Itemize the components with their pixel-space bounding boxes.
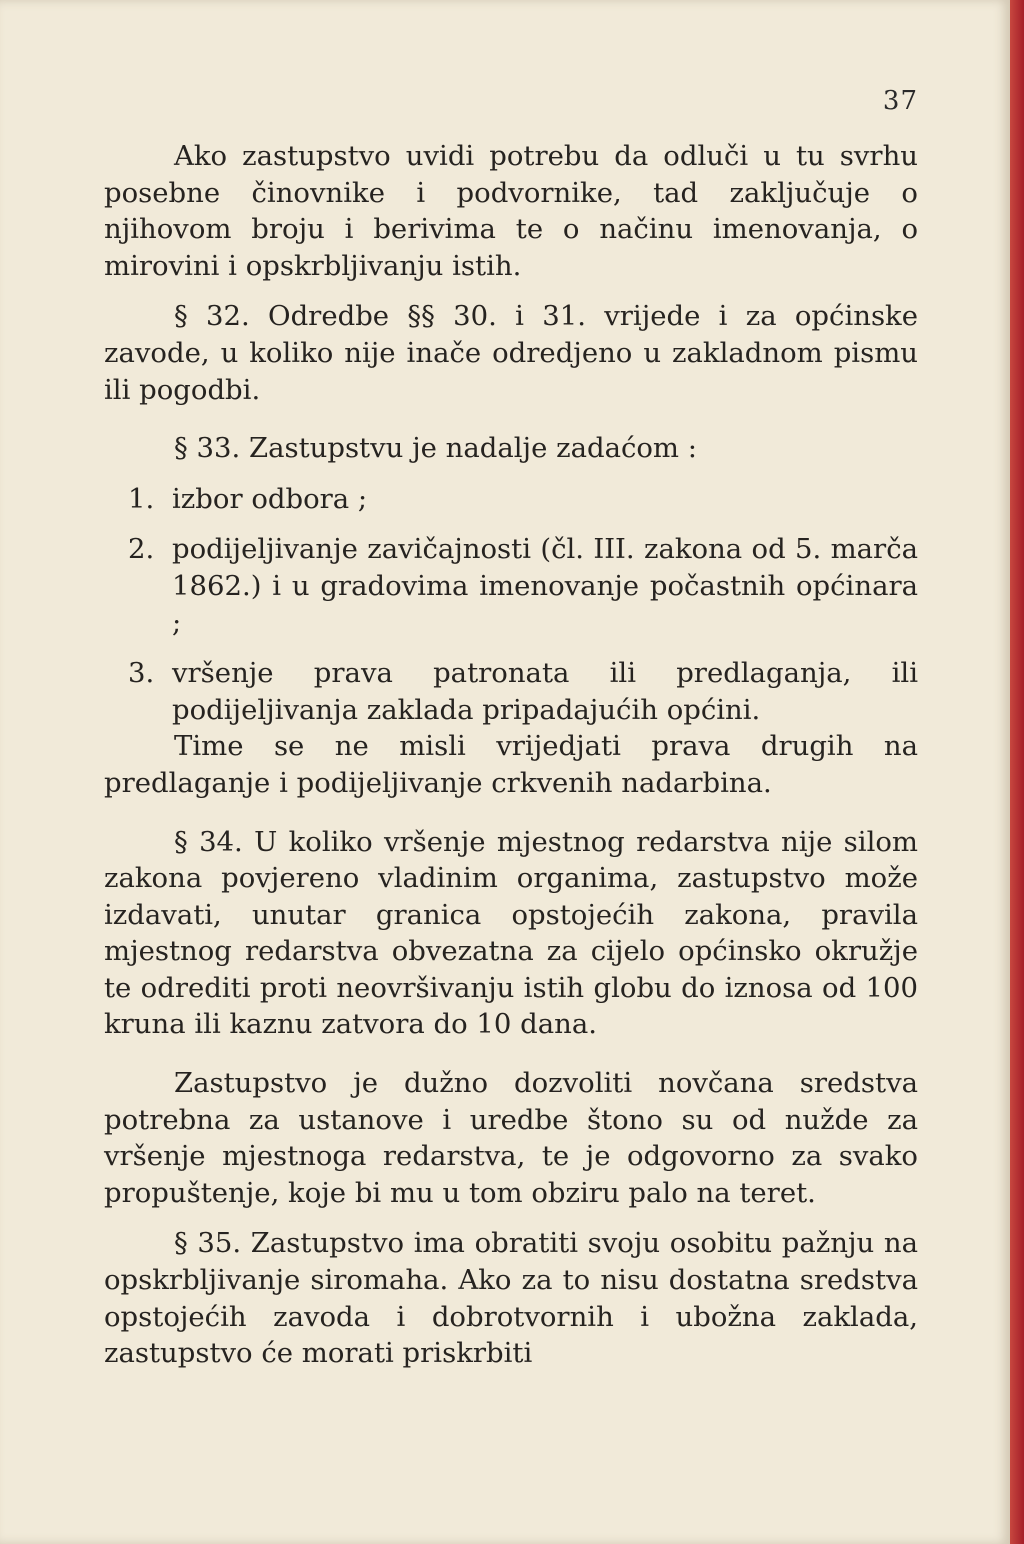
paragraph-police-funds: Zastupstvo je dužno dozvoliti novčana sredstva potrebna za ustanove i uredbe štono su od nužde za vršenje mjestnoga redarstva, te je odgovorno za svako propuštenje, koje bi mu u tom obziru palo na teret. xyxy=(104,1067,918,1209)
list-number: 2. xyxy=(128,533,155,566)
paragraph-section-32: § 32. Odredbe §§ 30. i 31. vrijede i za općinske zavode, u koliko nije inače odredjeno u zakladnom pismu ili pogodbi. xyxy=(104,300,918,406)
paragraph-officials: Ako zastupstvo uvidi potrebu da odluči u tu svrhu posebne činovnike i podvornike, tad zaključuje o njihovom broju i berivima te o načinu imenovanja, o mirovini i opskrbljivanju istih. xyxy=(104,140,918,282)
list-text: podijeljivanje zavičajnosti (čl. III. zakona od 5. marča 1862.) i u gradovima imenovanje počastnih općinara ; xyxy=(172,533,918,639)
list-number: 3. xyxy=(128,657,155,690)
list-item-1 xyxy=(104,481,918,518)
list-text: izbor odbora ; xyxy=(172,482,368,515)
paragraph-section-35: § 35. Zastupstvo ima obratiti svoju osobitu pažnju na opskrbljivanje siromaha. Ako za to nisu dostatna sredstva opstojećih zavoda i dobrotvornih i ubožna zaklada, zastupstvo će morati priskrbiti xyxy=(104,1227,918,1370)
list-number: 1. xyxy=(128,482,155,515)
paragraph-rights-note: Time se ne misli vrijedjati prava drugih na predlaganje i podijeljivanje crkvenih nadarbina. xyxy=(104,730,918,799)
list-item-2 xyxy=(104,531,918,641)
page-body xyxy=(104,138,918,1372)
paragraph-section-33: § 33. Zastupstvu je nadalje zadaćom : xyxy=(174,432,698,465)
list-text: vršenje prava patronata ili predlaganja, ili podijeljivanja zaklada pripadajućih općini. xyxy=(172,657,918,726)
page-number: 37 xyxy=(882,86,918,116)
book-edge xyxy=(1010,0,1024,1544)
list-item-3 xyxy=(104,655,918,728)
paragraph-section-34: § 34. U koliko vršenje mjestnog redarstva nije silom zakona povjereno vladinim organima, zastupstvo može izdavati, unutar granica opstojećih zakona, pravila mjestnog redarstva obvezatna za cijelo općinsko okružje te odrediti proti neovršivanju istih globu do iznosa od 100 kruna ili kaznu zatvora do 10 dana. xyxy=(104,825,918,1041)
